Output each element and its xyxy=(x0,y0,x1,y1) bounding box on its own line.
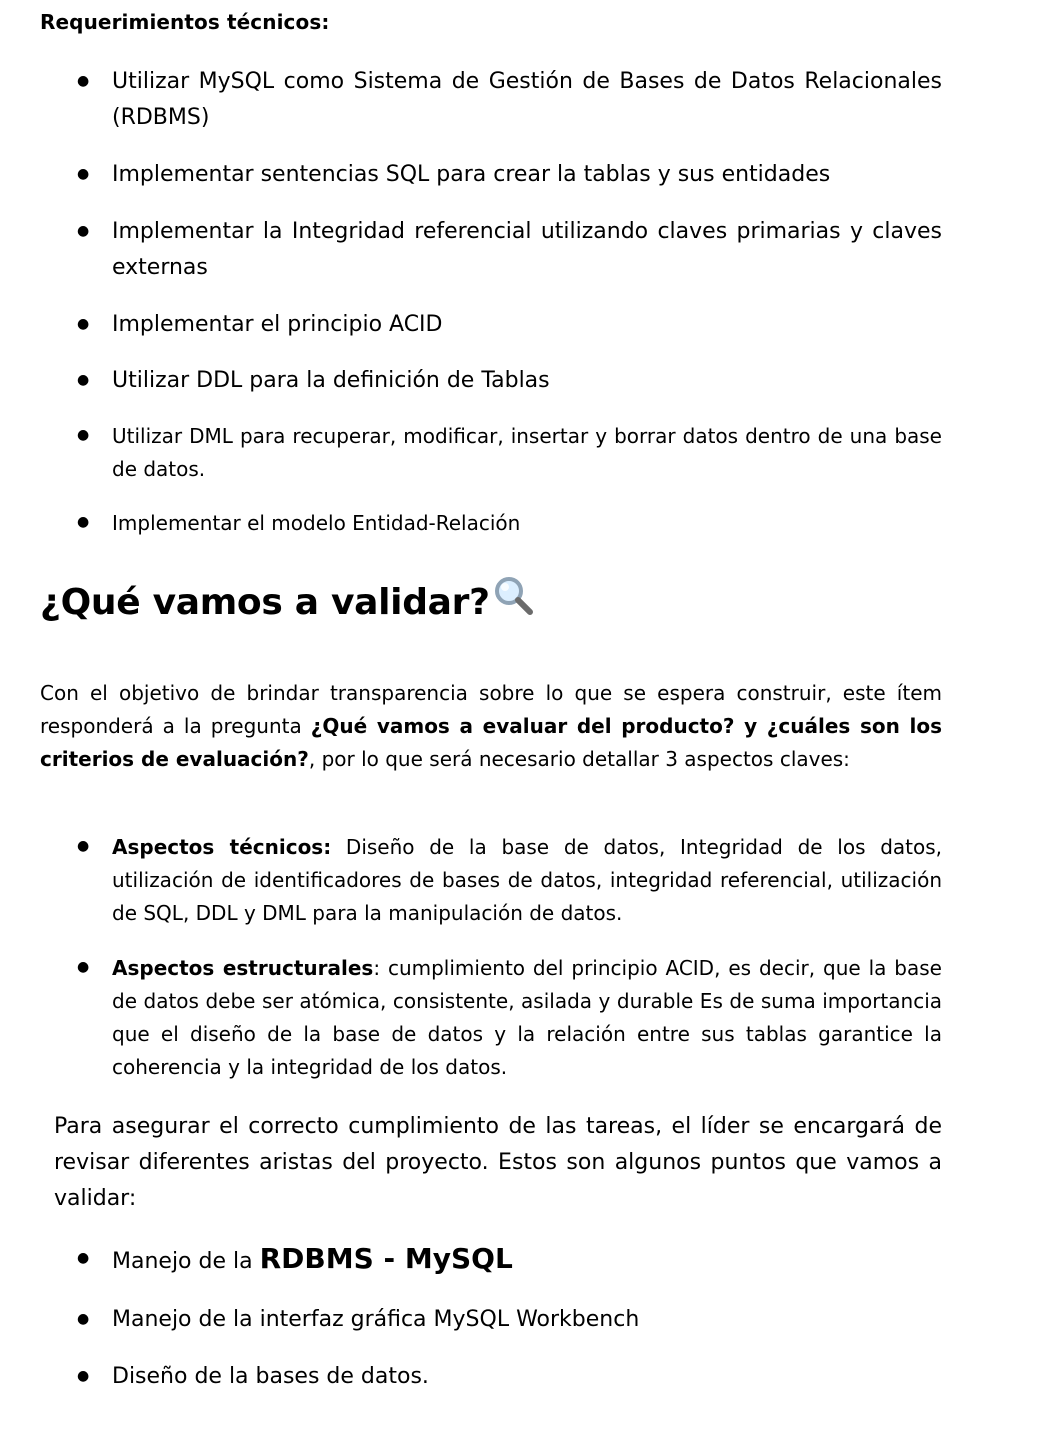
validation-points-list xyxy=(40,1302,942,1338)
list-item: ● Utilizar MySQL como Sistema de Gestión de Bases de Datos Relacionales (RDBMS) xyxy=(40,64,942,136)
requirements-list xyxy=(40,307,942,343)
list-item: ● Diseño de la bases de datos. xyxy=(40,1359,942,1395)
validation-points-list xyxy=(40,1241,942,1280)
validation-points-list xyxy=(40,1359,942,1395)
list-item: ● Utilizar DML para recuperar, modificar, insertar y borrar datos dentro de una base de datos. xyxy=(40,420,942,486)
magnifier-icon xyxy=(492,574,536,627)
list-item: ● Implementar el principio ACID xyxy=(40,307,942,343)
section-title xyxy=(40,574,536,627)
requirements-list xyxy=(40,64,942,136)
list-item: ● Implementar sentencias SQL para crear la tablas y sus entidades xyxy=(40,157,942,193)
requirements-list xyxy=(40,214,942,286)
requirements-heading: Requerimientos técnicos: xyxy=(40,10,330,34)
intro-text-end: , por lo que será necesario detallar 3 aspectos claves: xyxy=(308,747,850,771)
list-item: ● Manejo de la interfaz gráfica MySQL Workbench xyxy=(40,1302,942,1338)
intro-text: Con el objetivo de brindar transparencia sobre lo que se espera construir, este ítem responderá a la pregunta xyxy=(40,681,942,738)
section-title-text: ¿Qué vamos a validar? xyxy=(40,582,490,623)
aspects-list xyxy=(40,952,942,1084)
aspect-text: Diseño de la base de datos, Integridad de los datos, utilización de identificadores de bases de datos, integridad referencial, utilización de SQL, DDL y DML para la manipulación de datos. xyxy=(112,835,943,925)
point-bold: RDBMS - MySQL xyxy=(259,1242,513,1275)
aspects-list xyxy=(40,831,942,930)
requirements-list xyxy=(40,363,942,399)
aspect-label: Aspectos estructurales xyxy=(112,956,374,980)
aspect-text: : cumplimiento del principio ACID, es decir, que la base de datos debe ser atómica, consistente, asilada y durable Es de suma importancia que el diseño de la base de datos y la relación entre sus tablas garantice la coherencia y la integridad de los datos. xyxy=(112,956,942,1079)
intro-bold-question: ¿Qué vamos a evaluar del producto? y ¿cuáles son los criterios de evaluación? xyxy=(40,714,942,771)
requirements-list xyxy=(40,157,942,193)
list-item: ● Utilizar DDL para la definición de Tablas xyxy=(40,363,942,399)
leader-paragraph: Para asegurar el correcto cumplimiento de las tareas, el líder se encargará de revisar diferentes aristas del proyecto. Estos son algunos puntos que vamos a validar: xyxy=(54,1114,942,1211)
list-item xyxy=(40,1241,942,1280)
intro-paragraph xyxy=(40,677,942,776)
aspect-label: Aspectos técnicos: xyxy=(112,835,332,859)
requirements-list xyxy=(40,507,942,540)
requirements-list xyxy=(40,420,942,486)
list-item: ● Implementar el modelo Entidad-Relación xyxy=(40,507,942,540)
point-text: Manejo de la xyxy=(112,1249,260,1274)
list-item: ● Implementar la Integridad referencial utilizando claves primarias y claves externas xyxy=(40,214,942,286)
list-item xyxy=(40,831,942,930)
list-item xyxy=(40,952,942,1084)
